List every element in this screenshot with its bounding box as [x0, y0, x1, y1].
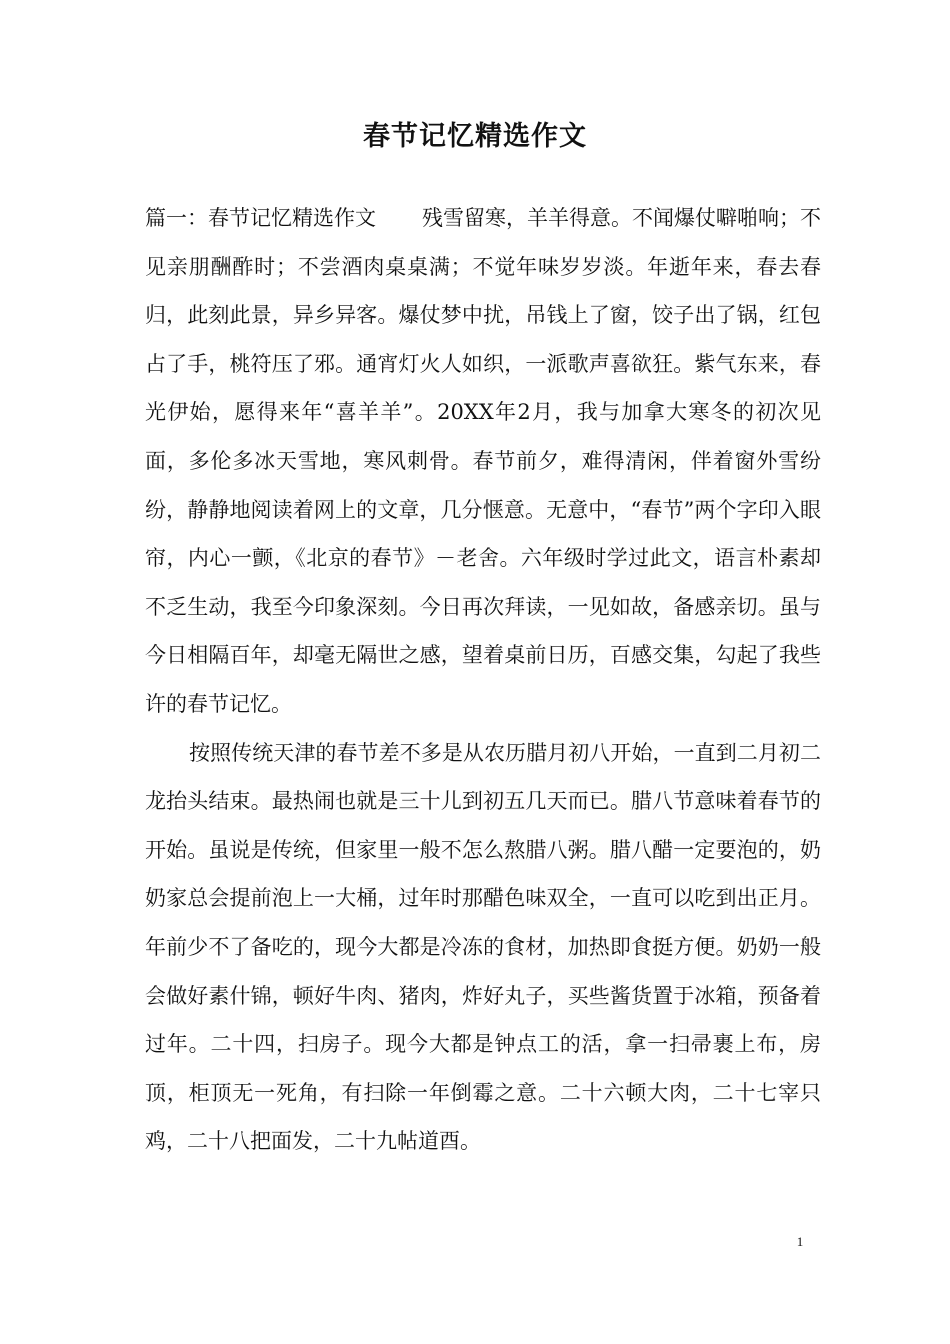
- paragraph-2: 按照传统天津的春节差不多是从农历腊月初八开始，一直到二月初二龙抬头结束。最热闹也就是三十儿到初五几天而已。腊八节意味着春节的开始。虽说是传统，但家里一般不怎么熬腊八粥。腊八醋一定要泡的，奶奶家总会提前泡上一大桶，过年时那醋色味双全，一直可以吃到出正月。年前少不了备吃的，现今大都是冷冻的食材，加热即食挺方便。奶奶一般会做好素什锦，顿好牛肉、猪肉，炸好丸子，买些酱货置于冰箱，预备着过年。二十四，扫房子。现今大都是钟点工的活，拿一扫帚裹上布，房顶，柜顶无一死角，有扫除一年倒霉之意。二十六顿大肉，二十七宰只鸡，二十八把面发，二十九帖道酉。: [145, 740, 821, 1154]
- page-number: 1: [796, 1234, 804, 1249]
- section-heading: 篇一：春节记忆精选作文: [145, 206, 376, 230]
- paragraph-1-text: 残雪留寒，羊羊得意。不闻爆仗噼啪响；不见亲朋酬酢时；不尝酒肉桌桌满；不觉年味岁岁淡。年逝年来，春去春归，此刻此景，异乡异客。爆仗梦中扰，吊钱上了窗，饺子出了锅，红包占了手，桃符压了邪。通宵灯火人如织，一派歌声喜欲狂。紫气东来，春光伊始，愿得来年“喜羊羊”。20XX年2月，我与加拿大寒冬的初次见面，多伦多冰天雪地，寒风刺骨。春节前夕，难得清闲，伴着窗外雪纷纷，静静地阅读着网上的文章，几分惬意。无意中，“春节”两个字印入眼帘，内心一颤，《北京的春节》－老舍。六年级时学过此文，语言朴素却不乏生动，我至今印象深刻。今日再次拜读，一见如故，备感亲切。虽与今日相隔百年，却毫无隔世之感，望着桌前日历，百感交集，勾起了我些许的春节记忆。: [145, 206, 821, 716]
- paragraph-1: [145, 194, 821, 729]
- document-body: [145, 194, 821, 1166]
- document-title: 春节记忆精选作文: [363, 121, 587, 152]
